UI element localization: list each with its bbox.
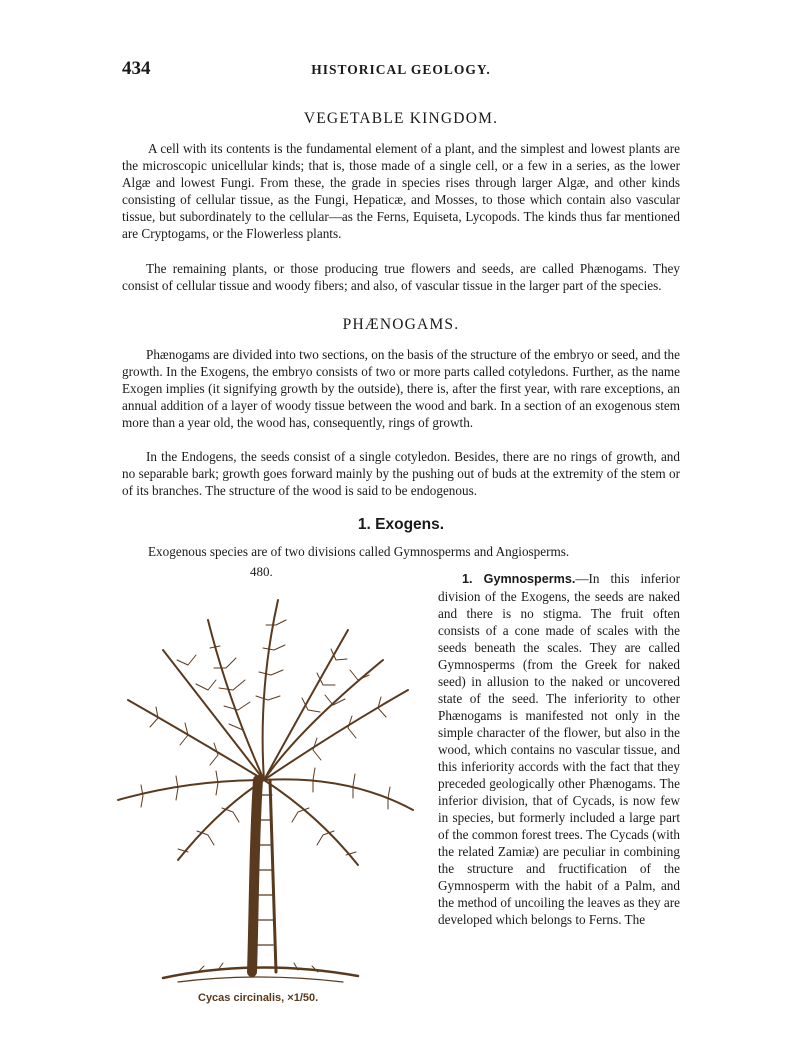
gymnosperms-text: —In this inferior division of the Exogens, the seeds are naked and there is no stigma. The fruit often consists of a cone made of scales with the seeds beneath the scales. They are called Gymnosperms (from the Greek for naked seed) in allusion to the naked or uncovered state of the seed. The inferiority to other Phænogams is manifested not only in the simple character of the flower, but also in the wood, which contains no vascular tissue, and this inferiority accords with the fact that they preceded geologically other Phænogams. The inferior division, that of Cycads, is now few in species, but formerly included a large part of the common forest trees. The Cycads (with the related Zamiæ) are peculiar in combining the structure and fructification of the Gymnosperm with the habit of a Palm, and the method of uncoiling the leaves as they are developed which belongs to Ferns. The: [438, 571, 680, 927]
figure-caption: Cycas circinalis, ×1/50.: [198, 992, 319, 1004]
cycas-palm-illustration: [108, 580, 418, 990]
running-title: HISTORICAL GEOLOGY.: [311, 62, 491, 77]
paragraph-phaenogams-intro: The remaining plants, or those producing true flowers and seeds, are called Phænogams. They consist of cellular tissue and woody fibers; and also, of vascular tissue in the larger part of the species.: [122, 261, 680, 293]
paragraph-endogens: In the Endogens, the seeds consist of a single cotyledon. Besides, there are no rings of growth, and no separable bark; growth goes forward mainly by the pushing out of buds at the extremity of the stem or of its branches. The structure of the wood is said to be endogenous.: [122, 449, 680, 498]
paragraph-cryptogams: A cell with its contents is the fundamental element of a plant, and the simplest and lowest plants are the microscopic unicellular kinds; that is, those made of a single cell, or a few in a series, as the lower Algæ and lowest Fungi. From these, the grade in species rises through larger Algæ, and other kinds consisting of cellular tissue, as the Fungi, Hepaticæ, and Mosses, to those which contain also vascular tissue, but subordinately to the cellular—as the Ferns, Equiseta, Lycopods. The kinds thus far mentioned are Cryptogams, or the Flowerless plants.: [122, 141, 680, 241]
run-in-heading-gymnosperms: 1. Gymnosperms.: [462, 572, 576, 586]
page-header: [122, 58, 680, 82]
section-heading-vegetable-kingdom: VEGETABLE KINGDOM.: [303, 110, 499, 127]
paragraph-exogen-divisions: Exogenous species are of two divisions called Gymnosperms and Angiosperms.: [148, 544, 570, 559]
section-heading-phaenogams: PHÆNOGAMS.: [342, 316, 460, 333]
section-heading-exogens: 1. Exogens.: [357, 516, 445, 533]
figure-cycas: [108, 560, 428, 1010]
figure-number: 480.: [250, 564, 273, 579]
paragraph-gymnosperms: [438, 570, 680, 928]
page-number: 434: [122, 58, 151, 79]
paragraph-exogens: Phænogams are divided into two sections, on the basis of the structure of the embryo or seed, and the growth. In the Exogens, the embryo consists of two or more parts called cotyledons. Further, as the name Exogen implies (it signifying growth by the outside), there is, after the first year, with rare exceptions, an annual addition of a layer of woody tissue between the wood and bark. In a section of an exogenous stem more than a year old, the wood has, consequently, rings of growth.: [122, 347, 680, 430]
